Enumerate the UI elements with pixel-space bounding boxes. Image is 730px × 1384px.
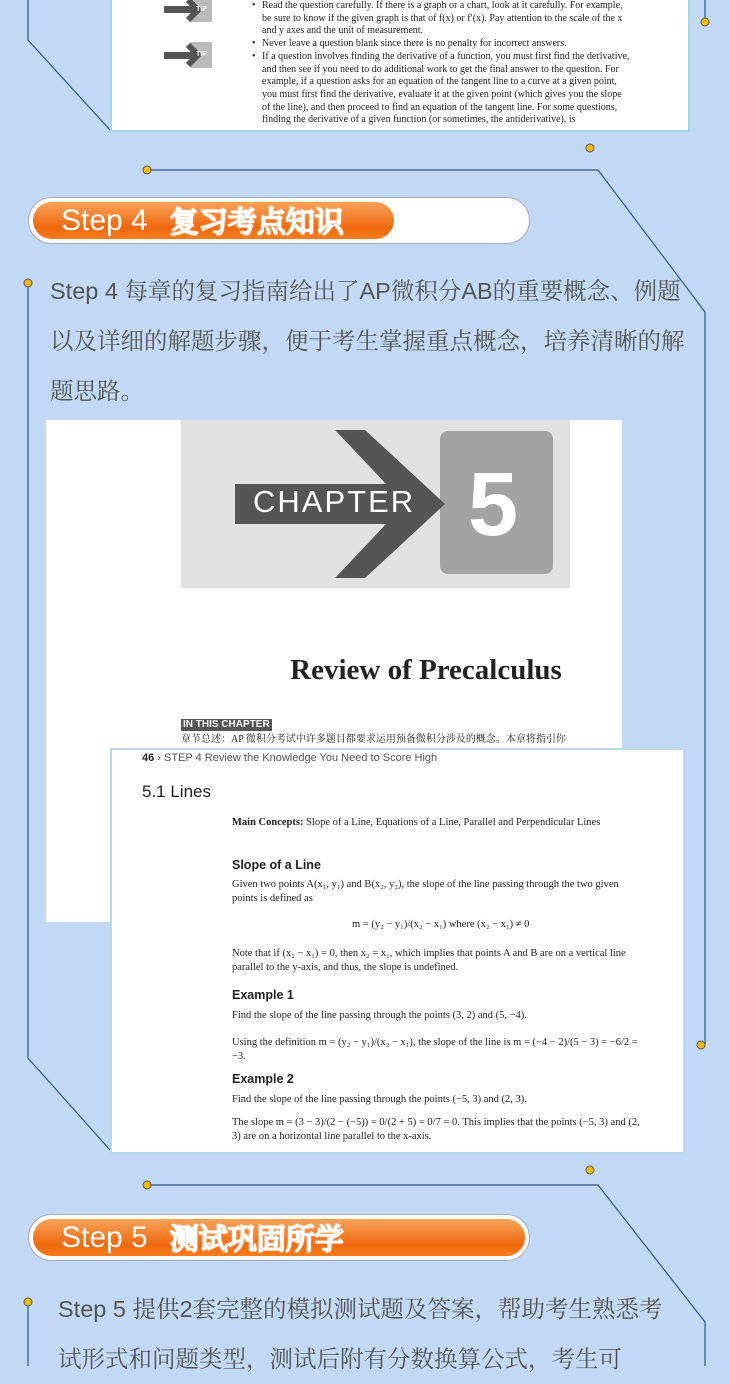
- tip-label: TIP: [196, 6, 207, 13]
- tip-bullet: • Read the question carefully. If there is a graph or a chart, look at it carefully. For example, be sure to know if the given graph is that of f(x) or f′(x). Pay attention to the scale of the x and y axes and the unit of measurement.: [252, 0, 632, 38]
- tip-arrow-icon: [162, 42, 217, 72]
- chapter-label: CHAPTER: [253, 484, 416, 519]
- chapter-header: [181, 420, 570, 588]
- step4-description: Step 4 每章的复习指南给出了AP微积分AB的重要概念、例题以及详细的解题步骤，便于考生掌握重点概念，培养清晰的解题思路。: [50, 278, 685, 404]
- tip-icon: [162, 0, 217, 28]
- example2-answer: The slope m = (3 − 3)/(2 − (−5)) = 0/(2 + 5) = 0/7 = 0. This implies that the points (−5, 3) and (2, 3) are on a horizontal line parallel to the x-axis.: [232, 1117, 640, 1142]
- chapter-title: Review of Precalculus: [290, 654, 562, 686]
- lines-page-image: 46 › STEP 4 Review the Knowledge You Need to Score High 5.1 Lines Main Concepts: Slope of a Line, Equations of a Line, Parallel and Perpendicular Lines Slope of a Line Given two points A(x₁, y₁) and B(x₂, y₂), the slope of the line passing through the two given points is defined as m = (y₂ − y₁)/(x₂ − x₁) where (x₂ − x₁) ≠ 0 Note that if (x₂ − x₁) = 0, then x₂ = x₁, which implies that points A and B are on a vertical line parallel to the y-axis, and thus, the slope is undefined. Example 1 Find the slope of the line passing through the points (3, 2) and (5, −4). Using the definition m = (y₂ − y₁)/(x₂ − x₁), the slope of the line is m = (−4 − 2)/(5 − 3) = −6/2 = −3. Example 2 Find the slope of the line passing through the points (−5, 3) and (2, 3). The slope m = (3 − 3)/(2 − (−5)) = 0/(2 + 5) = 0/7 = 0. This implies that the points (−5, 3) and (2, 3) are on a horizontal line parallel to the x-axis.: [110, 748, 685, 1154]
- step4-banner: [28, 197, 530, 244]
- example1-heading: Example 1: [232, 988, 294, 1002]
- example2-question: Find the slope of the line passing through the points (−5, 3) and (2, 3).: [232, 1094, 527, 1105]
- step5-description: Step 5 提供2套完整的模拟测试题及答案，帮助考生熟悉考试形式和问题类型，测试后附有分数换算公式，考生可: [58, 1296, 663, 1372]
- page-number: 46: [142, 752, 155, 764]
- slope-definition: Given two points A(x₁, y₁) and B(x₂, y₂), the slope of the line passing through the two given points is defined as: [232, 879, 619, 904]
- in-this-chapter-label: IN THIS CHAPTER: [183, 719, 270, 730]
- step-label: Step 4: [61, 203, 148, 237]
- tip-bullet: • Never leave a question blank since there is no penalty for incorrect answers.: [252, 38, 632, 51]
- tip-icon: [162, 42, 217, 72]
- chapter-summary: 章节总述：AP 微积分考试中许多题目都要求运用预备微积分涉及的概念。本章将指引你: [181, 734, 566, 745]
- example1-answer: Using the definition m = (y₂ − y₁)/(x₂ − x₁), the slope of the line is m = (−4 − 2)/(5 − 3) = −6/2 = −3.: [232, 1037, 638, 1062]
- main-concepts-label: Main Concepts:: [232, 817, 304, 828]
- slope-heading: Slope of a Line: [232, 858, 321, 872]
- tip-arrow-icon: [162, 0, 217, 28]
- running-head: STEP 4 Review the Knowledge You Need to Score High: [164, 752, 438, 764]
- example1-question: Find the slope of the line passing through the points (3, 2) and (5, −4).: [232, 1010, 527, 1021]
- step-label: Step 5: [61, 1220, 148, 1254]
- chapter-number: 5: [468, 455, 519, 555]
- tips-page-image: [110, 0, 690, 132]
- tip-label: TIP: [196, 51, 207, 58]
- section-title: 5.1 Lines: [142, 782, 211, 801]
- step5-banner: [28, 1214, 530, 1261]
- main-concepts: Slope of a Line, Equations of a Line, Parallel and Perpendicular Lines: [306, 817, 601, 828]
- step-title: 复习考点知识: [169, 207, 344, 239]
- example2-heading: Example 2: [232, 1072, 294, 1086]
- slope-formula: m = (y₂ − y₁)/(x₂ − x₁) where (x₂ − x₁) ≠ 0: [352, 919, 530, 930]
- tip-bullet: • If a question involves finding the derivative of a function, you must first find the derivative, and then see if you need to do additional work to get the final answer to the question. For example, if a question asks for an equation of the tangent line to a curve at a given point, you must first find the derivative, evaluate it at the given point (which gives you the slope of the line), and then proceed to find an equation of the tangent line. For some questions, finding the derivative of a given function (or sometimes, the antiderivative), is: [252, 51, 632, 127]
- step-title: 测试巩固所学: [169, 1224, 344, 1256]
- slope-note: Note that if (x₂ − x₁) = 0, then x₂ = x₁, which implies that points A and B are on a vertical line parallel to the y-axis, and thus, the slope is undefined.: [232, 948, 626, 973]
